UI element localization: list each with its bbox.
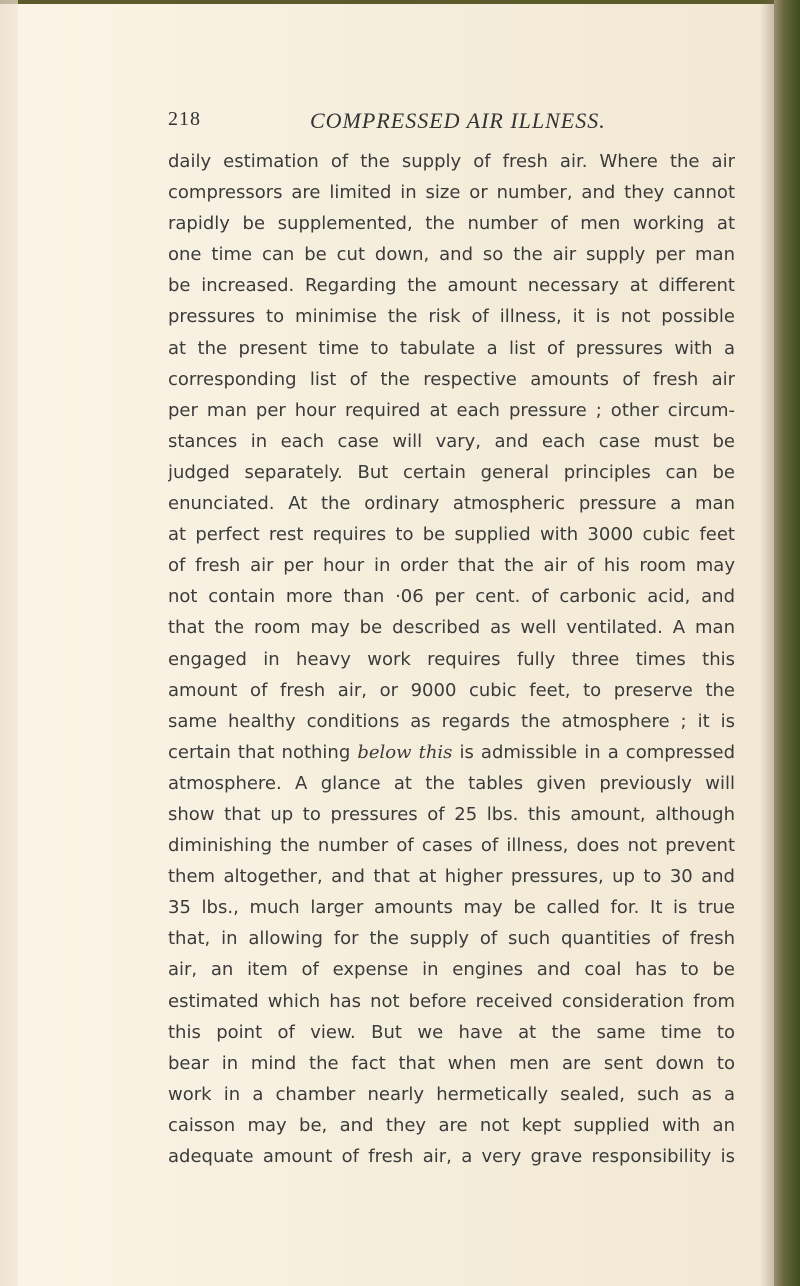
- body-paragraph: [168, 146, 735, 1172]
- text-line: at perfect rest requires to be supplied with 3000 cubic feet: [168, 524, 735, 546]
- text-line: be increased. Regarding the amount necessary at different: [168, 275, 735, 297]
- text-line: bear in mind the fact that when men are sent down to: [168, 1052, 735, 1074]
- text-line: them altogether, and that at higher pressures, up to 30 and: [168, 866, 735, 888]
- text-line: estimated which has not before received consideration from: [168, 990, 735, 1012]
- text-line: that, in allowing for the supply of such quantities of fresh: [168, 928, 735, 950]
- text-line: per man per hour required at each pressure ; other circum-: [168, 399, 735, 421]
- text-line: of fresh air per hour in order that the air of his room may: [168, 555, 735, 577]
- text-line: diminishing the number of cases of illness, does not prevent: [168, 835, 735, 857]
- text-line: pressures to minimise the risk of illness, it is not possible: [168, 306, 735, 328]
- text-line: daily estimation of the supply of fresh air. Where the air: [168, 151, 735, 172]
- text-line: show that up to pressures of 25 lbs. this amount, although: [168, 803, 735, 825]
- page-left-gutter: [0, 0, 18, 1286]
- page-right-edge: [774, 0, 800, 1286]
- text-line: 35 lbs., much larger amounts may be called for. It is true: [168, 897, 735, 919]
- text-line: caisson may be, and they are not kept supplied with an: [168, 1114, 735, 1136]
- text-line: this point of view. But we have at the same time to: [168, 1021, 735, 1043]
- text-line: corresponding list of the respective amounts of fresh air: [168, 368, 735, 390]
- text-line: amount of fresh air, or 9000 cubic feet, to preserve the: [168, 679, 735, 701]
- text-line: judged separately. But certain general principles can be: [168, 461, 735, 483]
- text-line: stances in each case will vary, and each case must be: [168, 430, 735, 452]
- text-line: air, an item of expense in engines and coal has to be: [168, 959, 735, 981]
- page-top-edge: [0, 0, 800, 4]
- text-line-end: is admissible in a compressed: [452, 741, 735, 763]
- text-line-start: certain that nothing: [168, 741, 358, 763]
- running-title: COMPRESSED AIR ILLNESS.: [310, 108, 606, 133]
- text-line: enunciated. At the ordinary atmospheric pressure a man: [168, 493, 735, 515]
- text-line: engaged in heavy work requires fully three times this: [168, 648, 735, 670]
- text-line: [168, 737, 735, 768]
- text-line: work in a chamber nearly hermetically sealed, such as a: [168, 1083, 735, 1105]
- text-line: that the room may be described as well ventilated. A man: [168, 617, 735, 639]
- text-line: at the present time to tabulate a list of pressures with a: [168, 337, 735, 359]
- text-line: not contain more than ·06 per cent. of carbonic acid, and: [168, 586, 735, 608]
- page-number: 218: [168, 108, 201, 130]
- text-line: adequate amount of fresh air, a very grave responsibility is: [168, 1146, 735, 1167]
- text-line: same healthy conditions as regards the atmosphere ; it is: [168, 710, 735, 732]
- text-line: one time can be cut down, and so the air supply per man: [168, 244, 735, 266]
- text-line: rapidly be supplemented, the number of men working at: [168, 213, 735, 235]
- italic-phrase: below this: [357, 741, 453, 763]
- page-header: [168, 108, 728, 142]
- text-line: atmosphere. A glance at the tables given previously will: [168, 772, 735, 794]
- text-line: compressors are limited in size or number, and they cannot: [168, 182, 735, 204]
